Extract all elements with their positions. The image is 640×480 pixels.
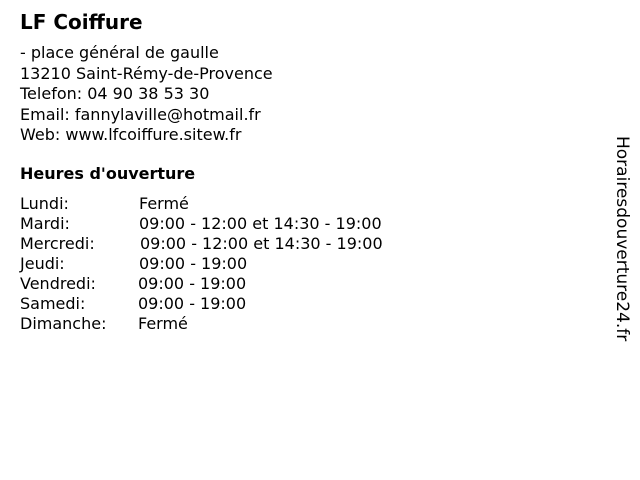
day-hours: 09:00 - 19:00 <box>139 254 248 273</box>
day-label: Jeudi: <box>20 254 65 273</box>
street-address: - place général de gaulle <box>20 43 219 62</box>
day-label: Mardi: <box>20 214 70 233</box>
phone-number: Telefon: 04 90 38 53 30 <box>20 84 210 103</box>
postal-city: 13210 Saint-Rémy-de-Provence <box>20 63 273 83</box>
business-name: LF Coiffure <box>20 10 143 34</box>
day-label: Mercredi: <box>20 234 95 253</box>
watermark-text: Horairesdouverture24.fr <box>612 136 632 342</box>
site-watermark <box>612 136 632 346</box>
day-label: Lundi: <box>20 194 69 213</box>
day-hours: 09:00 - 12:00 et 14:30 - 19:00 <box>140 234 383 253</box>
day-label: Dimanche: <box>20 314 107 333</box>
day-hours: Fermé <box>139 194 189 213</box>
day-hours: Fermé <box>138 314 188 333</box>
day-hours: 09:00 - 12:00 et 14:30 - 19:00 <box>139 214 382 233</box>
website-address: Web: www.lfcoiffure.sitew.fr <box>20 125 242 144</box>
day-label: Samedi: <box>20 294 86 313</box>
day-hours: 09:00 - 19:00 <box>138 274 247 293</box>
opening-hours-heading: Heures d'ouverture <box>20 164 196 183</box>
day-hours: 09:00 - 19:00 <box>138 294 247 313</box>
email-address: Email: fannylaville@hotmail.fr <box>20 104 261 124</box>
day-label: Vendredi: <box>20 274 96 293</box>
contact-info <box>20 43 273 146</box>
